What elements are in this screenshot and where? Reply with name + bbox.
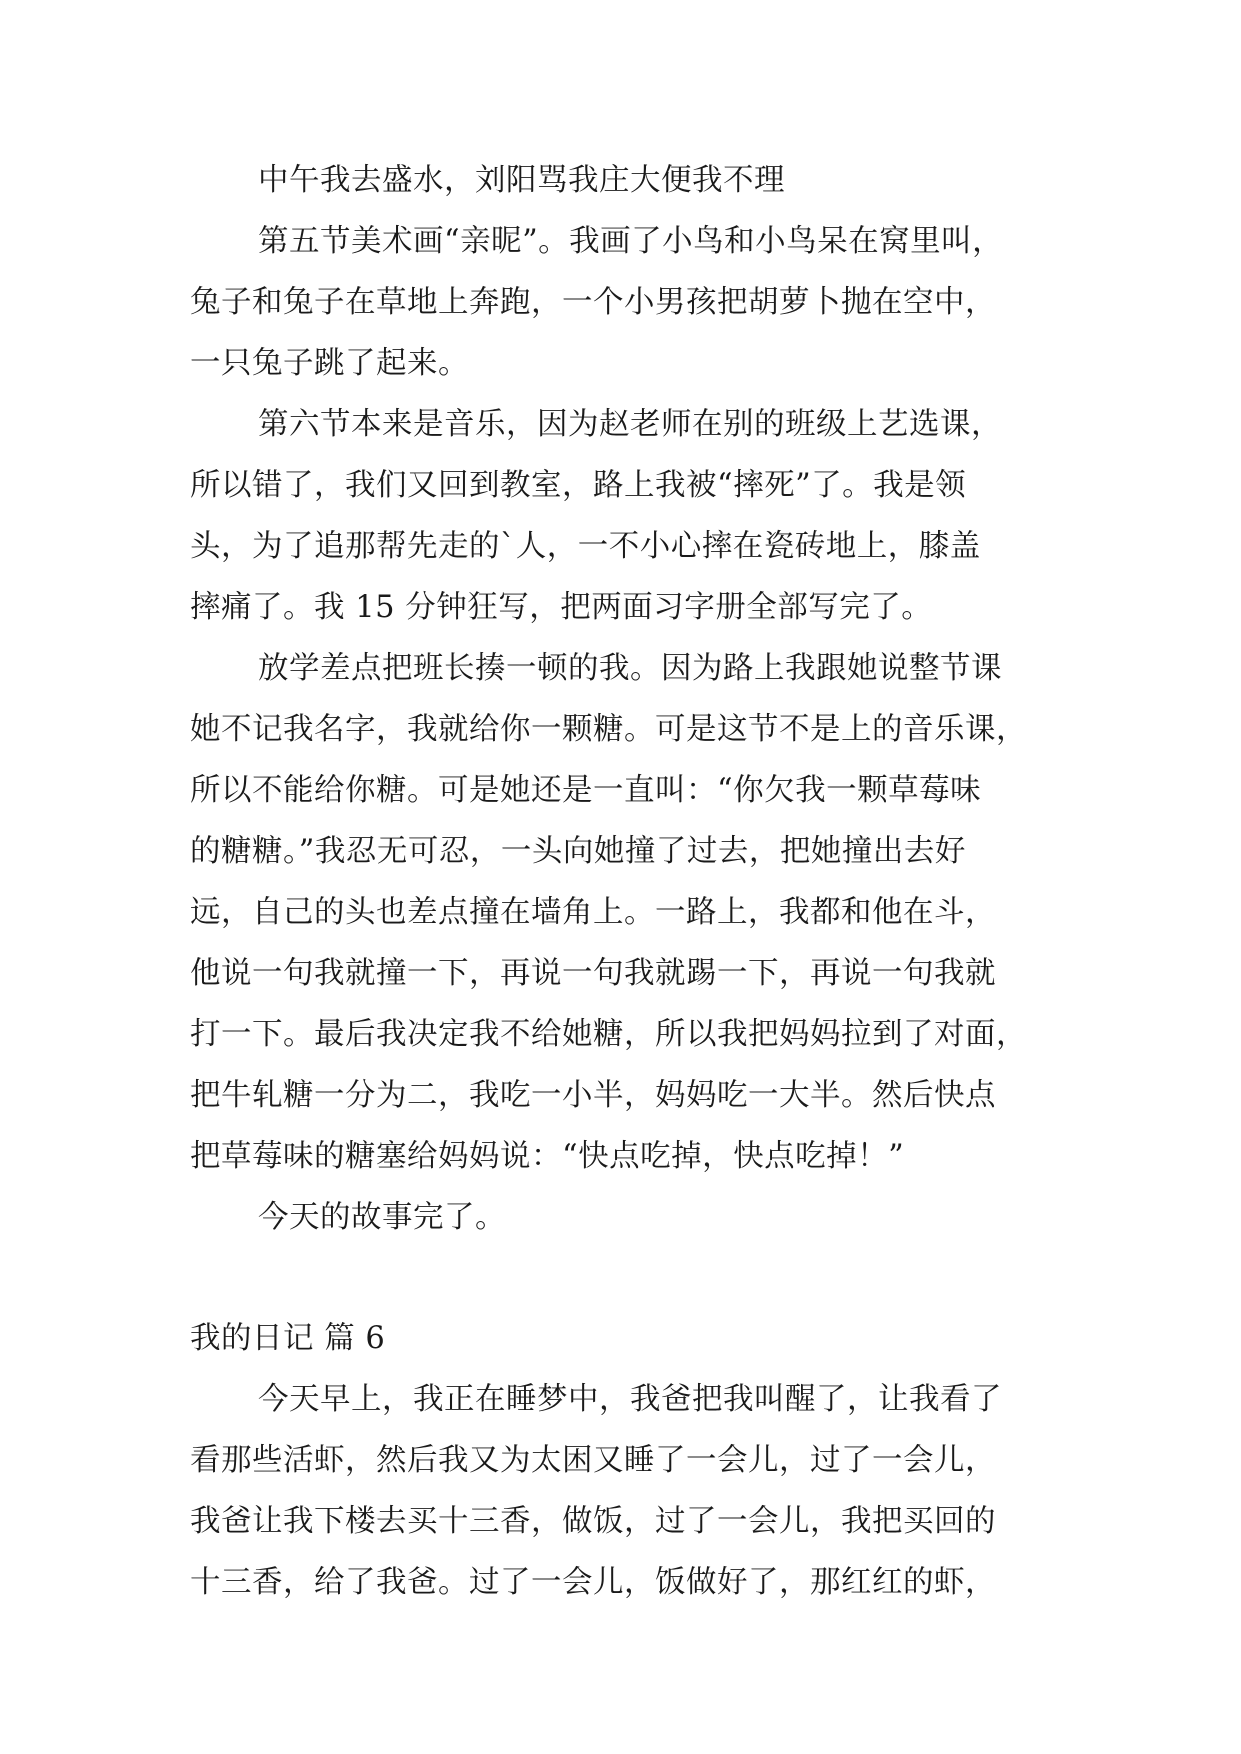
paragraph-line: 把草莓味的糖塞给妈妈说：“快点吃掉，快点吃掉！” xyxy=(190,1139,905,1174)
paragraph-line: 今天的故事完了。 xyxy=(258,1200,506,1235)
paragraph-line: 把牛轧糖一分为二，我吃一小半，妈妈吃一大半。然后快点 xyxy=(190,1078,996,1113)
section-heading: 我的日记 篇 6 xyxy=(190,1321,386,1356)
paragraph-line: 打一下。最后我决定我不给她糖，所以我把妈妈拉到了对面， xyxy=(190,1017,1027,1052)
paragraph-line: 她不记我名字，我就给你一颗糖。可是这节不是上的音乐课， xyxy=(190,712,1027,747)
paragraph-line: 中午我去盛水，刘阳骂我庄大便我不理 xyxy=(258,163,785,198)
document-page xyxy=(190,150,1058,1613)
paragraph-line: 的糖糖。”我忍无可忍，一头向她撞了过去，把她撞出去好 xyxy=(190,834,966,869)
paragraph-line: 头，为了追那帮先走的`人，一不小心摔在瓷砖地上，膝盖 xyxy=(190,529,981,564)
paragraph-line: 所以错了，我们又回到教室，路上我被“摔死”了。我是领 xyxy=(190,468,967,503)
paragraph-line: 他说一句我就撞一下，再说一句我就踢一下，再说一句我就 xyxy=(190,956,996,991)
paragraph-line: 第六节本来是音乐，因为赵老师在别的班级上艺选课， xyxy=(258,407,1002,442)
paragraph-line: 兔子和兔子在草地上奔跑，一个小男孩把胡萝卜抛在空中， xyxy=(190,285,996,320)
paragraph-line: 我爸让我下楼去买十三香，做饭，过了一会儿，我把买回的 xyxy=(190,1504,996,1539)
paragraph-line: 十三香，给了我爸。过了一会儿，饭做好了，那红红的虾， xyxy=(190,1565,996,1600)
paragraph-line: 放学差点把班长揍一顿的我。因为路上我跟她说整节课 xyxy=(258,651,1002,686)
paragraph-line: 一只兔子跳了起来。 xyxy=(190,346,469,381)
section-gap xyxy=(190,1248,1058,1308)
paragraph-line: 远，自己的头也差点撞在墙角上。一路上，我都和他在斗， xyxy=(190,895,996,930)
paragraph-line: 摔痛了。我 15 分钟狂写，把两面习字册全部写完了。 xyxy=(190,590,933,625)
paragraph-line: 看那些活虾，然后我又为太困又睡了一会儿，过了一会儿， xyxy=(190,1443,996,1478)
paragraph-line: 今天早上，我正在睡梦中，我爸把我叫醒了，让我看了 xyxy=(258,1382,1002,1417)
paragraph-line: 所以不能给你糖。可是她还是一直叫：“你欠我一颗草莓味 xyxy=(190,773,982,808)
paragraph-line: 第五节美术画“亲昵”。我画了小鸟和小鸟呆在窝里叫， xyxy=(258,224,1004,259)
